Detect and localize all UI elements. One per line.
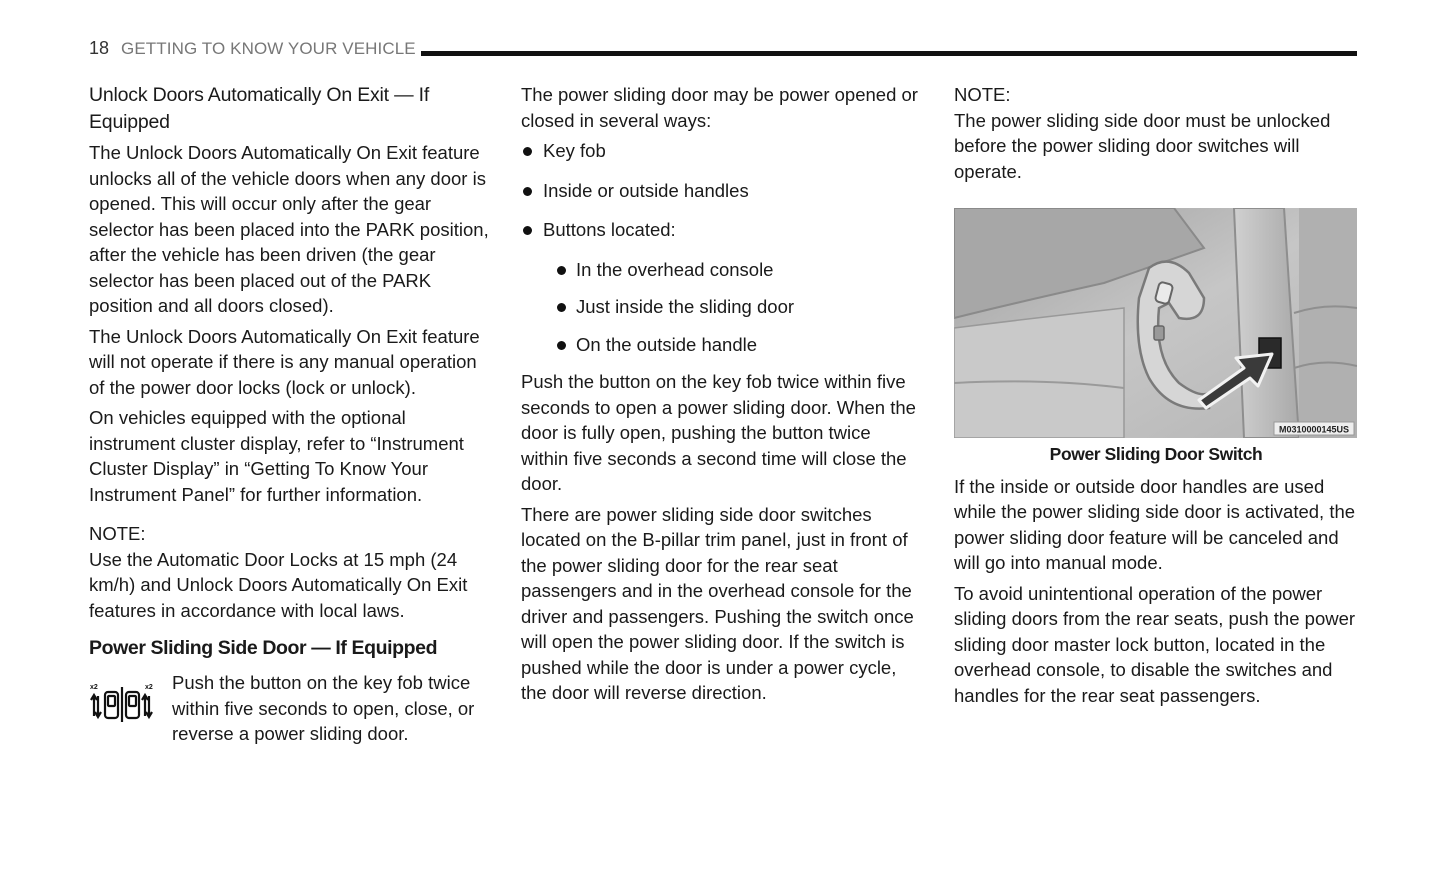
sub-list-item: On the outside handle xyxy=(521,332,923,358)
figure-id: M0310000145US xyxy=(1278,424,1350,435)
column-middle xyxy=(521,82,923,711)
paragraph: There are power sliding side door switches located on the B-pillar trim panel, just in front of the power sliding door for the rear seat passengers and in the overhead console for the driver and passengers. Pushing the switch once will open the power sliding door. If the switch is pushed while the door is under a power cycle, the door will reverse direction. xyxy=(521,503,914,703)
ways-list xyxy=(521,138,923,357)
figure-caption: Power Sliding Door Switch xyxy=(1049,444,1263,464)
paragraph: Push the button on the key fob twice within five seconds to open a power sliding door. When the door is fully open, pushing the button twice within five seconds a second time will close the door. xyxy=(521,371,916,494)
paragraph: On vehicles equipped with the optional instrument cluster display, refer to “Instrument Cluster Display” in “Getting To Know Your Instrument Panel” for further information. xyxy=(89,407,464,505)
list-item: Buttons located: xyxy=(521,217,923,243)
page-header xyxy=(89,38,416,59)
note-text: The power sliding side door must be unlocked before the power sliding door switches will operate. xyxy=(954,109,1331,182)
door-switch-illustration xyxy=(954,208,1357,438)
paragraph: The Unlock Doors Automatically On Exit feature will not operate if there is any manual operation of the power door locks (lock or unlock). xyxy=(89,325,480,398)
intro-text: The power sliding door may be power opened or closed in several ways: xyxy=(521,84,918,131)
note-label: NOTE: xyxy=(954,84,1011,105)
column-right xyxy=(954,82,1358,713)
heading-unlock-doors: Unlock Doors Automatically On Exit — If Equipped xyxy=(89,84,430,133)
paragraph: The Unlock Doors Automatically On Exit feature unlocks all of the vehicle doors when any door is opened. This will occur only after the gear selector has been placed into the PARK position, after the vehicle has been driven (the gear selector has been placed out of the PARK position and all doors closed). xyxy=(89,142,489,316)
header-rule xyxy=(421,51,1357,56)
note-label: NOTE: xyxy=(89,523,146,544)
icon-description: Push the button on the key fob twice within five seconds to open, close, or reverse a power sliding door. xyxy=(172,672,475,744)
page-number: 18 xyxy=(89,38,110,58)
list-item: Inside or outside handles xyxy=(521,178,923,204)
sub-list-item: In the overhead console xyxy=(521,257,923,283)
section-title: GETTING TO KNOW YOUR VEHICLE xyxy=(121,38,416,58)
column-left xyxy=(89,82,489,747)
paragraph: To avoid unintentional operation of the power sliding doors from the rear seats, push the power sliding door master lock button, located in the overhead console, to disable the switches and handles for the rear seat passengers. xyxy=(954,582,1356,706)
badge-left: x2 xyxy=(90,684,98,691)
sub-list-item: Just inside the sliding door xyxy=(521,294,923,320)
badge-right: x2 xyxy=(145,684,153,691)
list-item: Key fob xyxy=(521,138,923,164)
power-sliding-door-icon xyxy=(89,670,172,747)
icon-paragraph xyxy=(89,670,489,747)
note-text: Use the Automatic Door Locks at 15 mph (24 km/h) and Unlock Doors Automatically On Exit features in accordance with local laws. xyxy=(89,548,468,621)
heading-power-sliding-door: Power Sliding Side Door — If Equipped xyxy=(89,637,438,659)
paragraph: If the inside or outside door handles are used while the power sliding side door is activated, the power sliding door feature will be canceled and will go into manual mode. xyxy=(954,475,1356,573)
